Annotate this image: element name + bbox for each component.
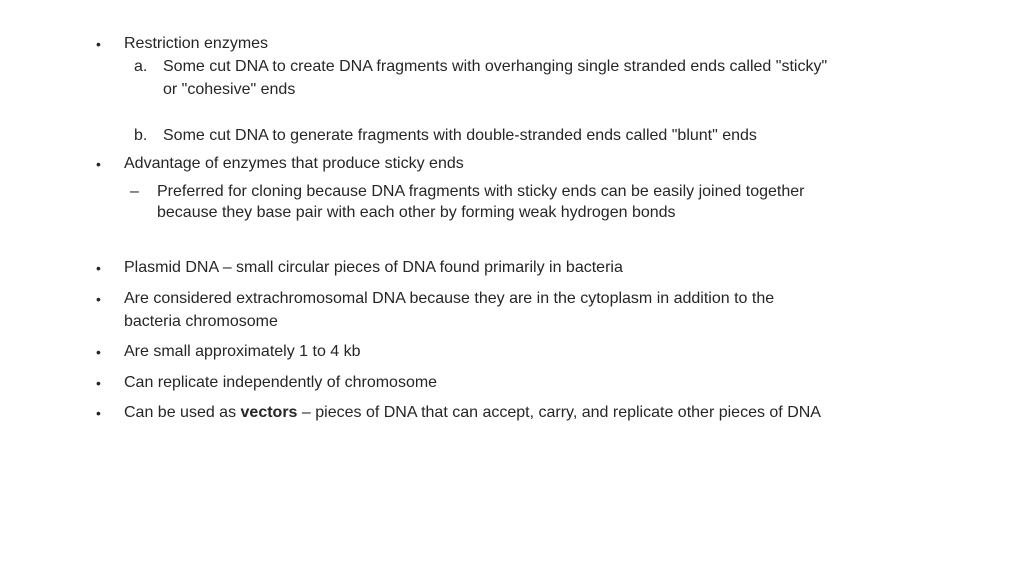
sub-item-preferred-line-2: because they base pair with each other by forming weak hydrogen bonds [157,204,676,221]
bullet-text-extrachromosomal-line-2: bacteria chromosome [124,313,278,330]
sub-item-b-line-1: Some cut DNA to generate fragments with double-stranded ends called "blunt" ends [163,127,757,144]
sub-marker-b: b. [134,127,148,144]
bullet-icon: • [96,260,101,276]
bullet-text-replicate: Can replicate independently of chromosome [124,374,438,391]
bullet-icon: • [96,291,101,307]
bullet-text-vectors [124,403,821,423]
bullet-icon: • [96,156,101,172]
vectors-prefix: Can be used as [124,404,241,421]
sub-marker-a: a. [134,58,148,75]
bullet-text-plasmid-dna: Plasmid DNA – small circular pieces of DNA found primarily in bacteria [124,259,623,276]
bullet-icon: • [96,405,101,421]
bullet-icon: • [96,375,101,391]
sub-item-a-line-1: Some cut DNA to create DNA fragments with overhanging single stranded ends called "sticky" [163,58,828,75]
bullet-text-advantage: Advantage of enzymes that produce sticky ends [124,155,464,172]
bullet-icon: • [96,344,101,360]
bullet-text-extrachromosomal-line-1: Are considered extrachromosomal DNA because they are in the cytoplasm in addition to the [124,290,775,307]
sub-item-preferred-line-1: Preferred for cloning because DNA fragments with sticky ends can be easily joined together [157,183,805,200]
sub-item-a-line-2: or "cohesive" ends [163,81,296,98]
bullet-text-restriction-enzymes: Restriction enzymes [124,35,269,52]
bullet-icon: • [96,36,101,52]
vectors-suffix: – pieces of DNA that can accept, carry, and replicate other pieces of DNA [297,404,821,421]
dash-marker: – [130,183,139,200]
vectors-keyword: vectors [240,404,298,421]
bullet-text-small-size: Are small approximately 1 to 4 kb [124,343,361,360]
